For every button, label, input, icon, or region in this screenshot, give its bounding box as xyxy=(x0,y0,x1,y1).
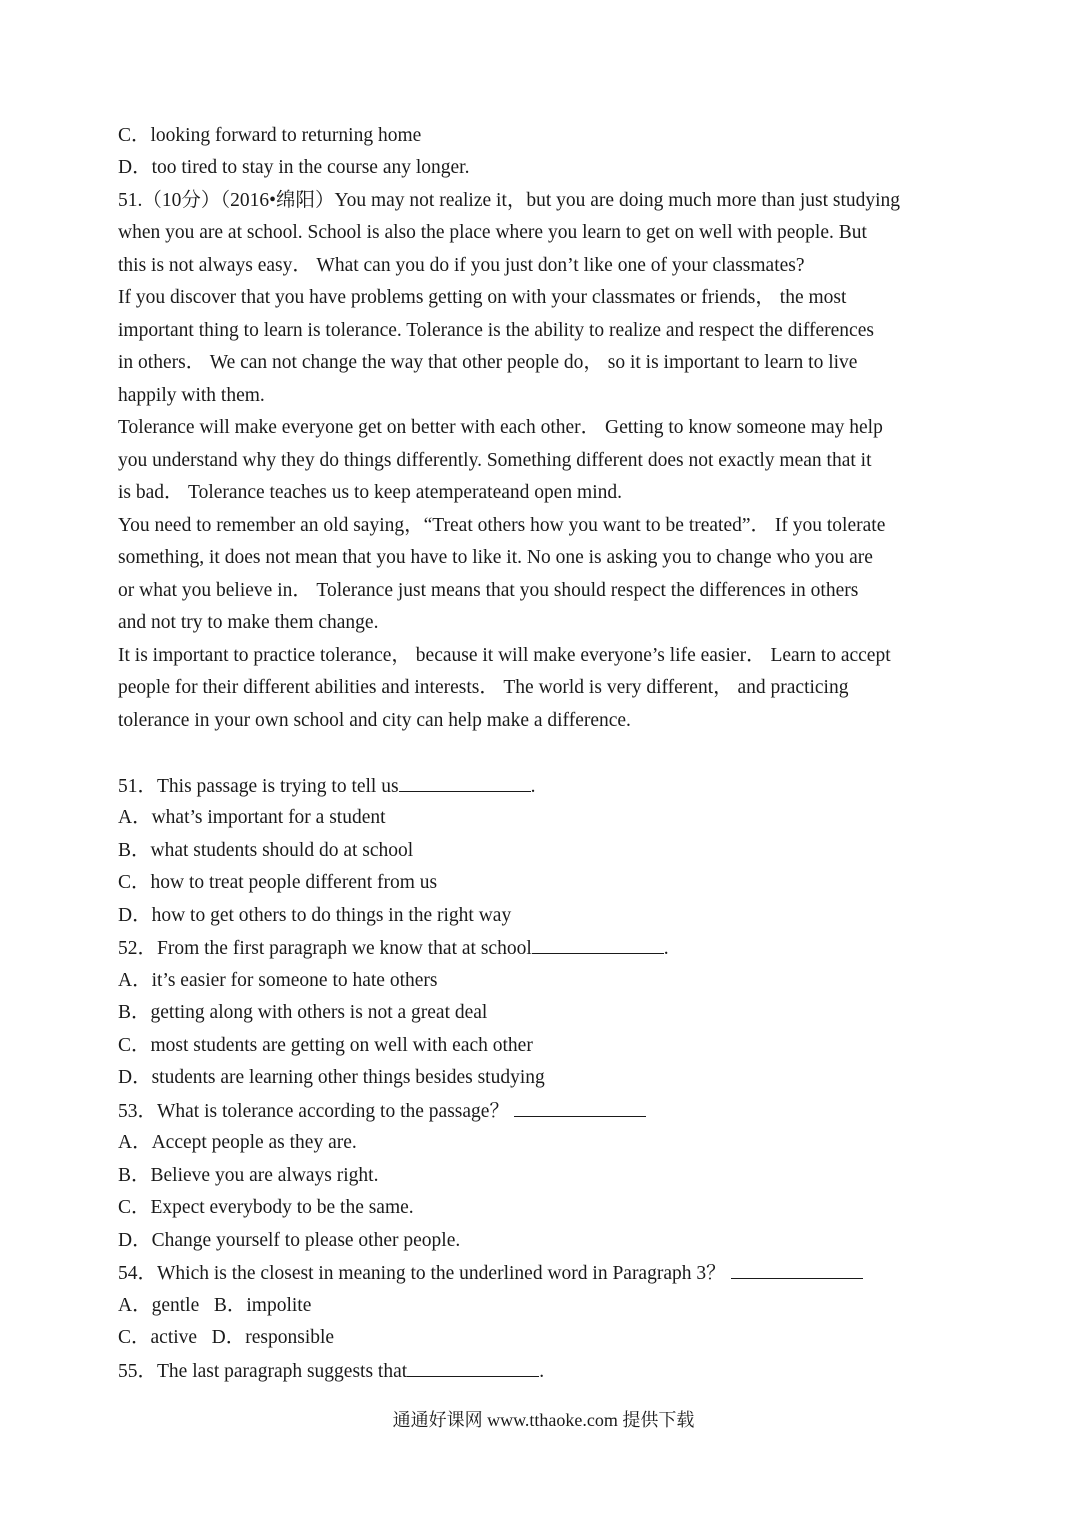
passage-line: You need to remember an old saying，“Treat others how you want to be treated”． If you tolerate xyxy=(118,515,886,536)
question-end: . xyxy=(539,1361,545,1382)
answer-blank[interactable] xyxy=(407,1358,539,1377)
options-ab[interactable]: A．gentle B．impolite xyxy=(118,1295,312,1316)
options-cd[interactable]: C．active D．responsible xyxy=(118,1327,335,1348)
passage-line: tolerance in your own school and city can help make a difference. xyxy=(118,710,631,731)
answer-blank[interactable] xyxy=(532,935,664,954)
answer-blank[interactable] xyxy=(731,1260,863,1279)
question-end: . xyxy=(530,776,536,797)
answer-blank[interactable] xyxy=(514,1098,646,1117)
passage-line: Tolerance will make everyone get on better with each other． Getting to know someone may help xyxy=(118,417,883,438)
option-line: D．too tired to stay in the course any longer. xyxy=(118,157,470,178)
passage-line: when you are at school. School is also the place where you learn to get on well with people. But xyxy=(118,222,867,243)
option-c[interactable]: C．most students are getting on well with each other xyxy=(118,1035,533,1056)
question-stem: 52．From the first paragraph we know that at school xyxy=(118,938,532,959)
question-53 xyxy=(118,1098,646,1125)
question-stem: 55．The last paragraph suggests that xyxy=(118,1361,408,1382)
option-c[interactable]: C．Expect everybody to be the same. xyxy=(118,1197,414,1218)
passage-line: you understand why they do things differently. Something different does not exactly mean that it xyxy=(118,450,872,471)
option-a[interactable]: A．it’s easier for someone to hate others xyxy=(118,970,438,991)
passage-line: If you discover that you have problems getting on with your classmates or friends， the most xyxy=(118,287,847,308)
question-end: . xyxy=(663,938,669,959)
option-a[interactable]: A．what’s important for a student xyxy=(118,807,386,828)
question-55 xyxy=(118,1358,544,1385)
question-stem: 53．What is tolerance according to the passage？ xyxy=(118,1101,514,1122)
passage-line: something, it does not mean that you have to like it. No one is asking you to change who you are xyxy=(118,547,873,568)
option-a[interactable]: A．Accept people as they are. xyxy=(118,1132,357,1153)
question-52 xyxy=(118,935,669,962)
option-c[interactable]: C．how to treat people different from us xyxy=(118,872,438,893)
page-footer: 通通好课网 www.tthaoke.com 提供下载 xyxy=(392,1410,695,1430)
option-b[interactable]: B．what students should do at school xyxy=(118,840,414,861)
option-b[interactable]: B．getting along with others is not a great deal xyxy=(118,1002,488,1023)
question-51 xyxy=(118,773,535,800)
question-stem: 51．This passage is trying to tell us xyxy=(118,776,399,797)
passage-line: this is not always easy． What can you do if you just don’t like one of your classmates? xyxy=(118,255,805,276)
passage-line: in others． We can not change the way that other people do， so it is important to learn to live xyxy=(118,352,858,373)
question-stem: 54．Which is the closest in meaning to the underlined word in Paragraph 3？ xyxy=(118,1263,731,1284)
passage-line: important thing to learn is tolerance. Tolerance is the ability to realize and respect the differences xyxy=(118,320,874,341)
option-d[interactable]: D．Change yourself to please other people. xyxy=(118,1230,461,1251)
option-d[interactable]: D．students are learning other things besides studying xyxy=(118,1067,545,1088)
option-b[interactable]: B．Believe you are always right. xyxy=(118,1165,379,1186)
question-header-line: 51.（10分）（2016•绵阳）You may not realize it，but you are doing much more than just studying xyxy=(118,190,901,211)
option-d[interactable]: D．how to get others to do things in the right way xyxy=(118,905,512,926)
passage-line: and not try to make them change. xyxy=(118,612,379,633)
passage-line: people for their different abilities and interests． The world is very different， and practicing xyxy=(118,677,849,698)
passage-line: happily with them. xyxy=(118,385,265,406)
passage-line: is bad． Tolerance teaches us to keep atemperateand open mind. xyxy=(118,482,623,503)
answer-blank[interactable] xyxy=(399,773,531,792)
passage-line: or what you believe in． Tolerance just means that you should respect the differences in others xyxy=(118,580,859,601)
option-line: C．looking forward to returning home xyxy=(118,125,422,146)
passage-line: It is important to practice tolerance， because it will make everyone’s life easier． Learn to accept xyxy=(118,645,891,666)
question-54 xyxy=(118,1260,863,1287)
